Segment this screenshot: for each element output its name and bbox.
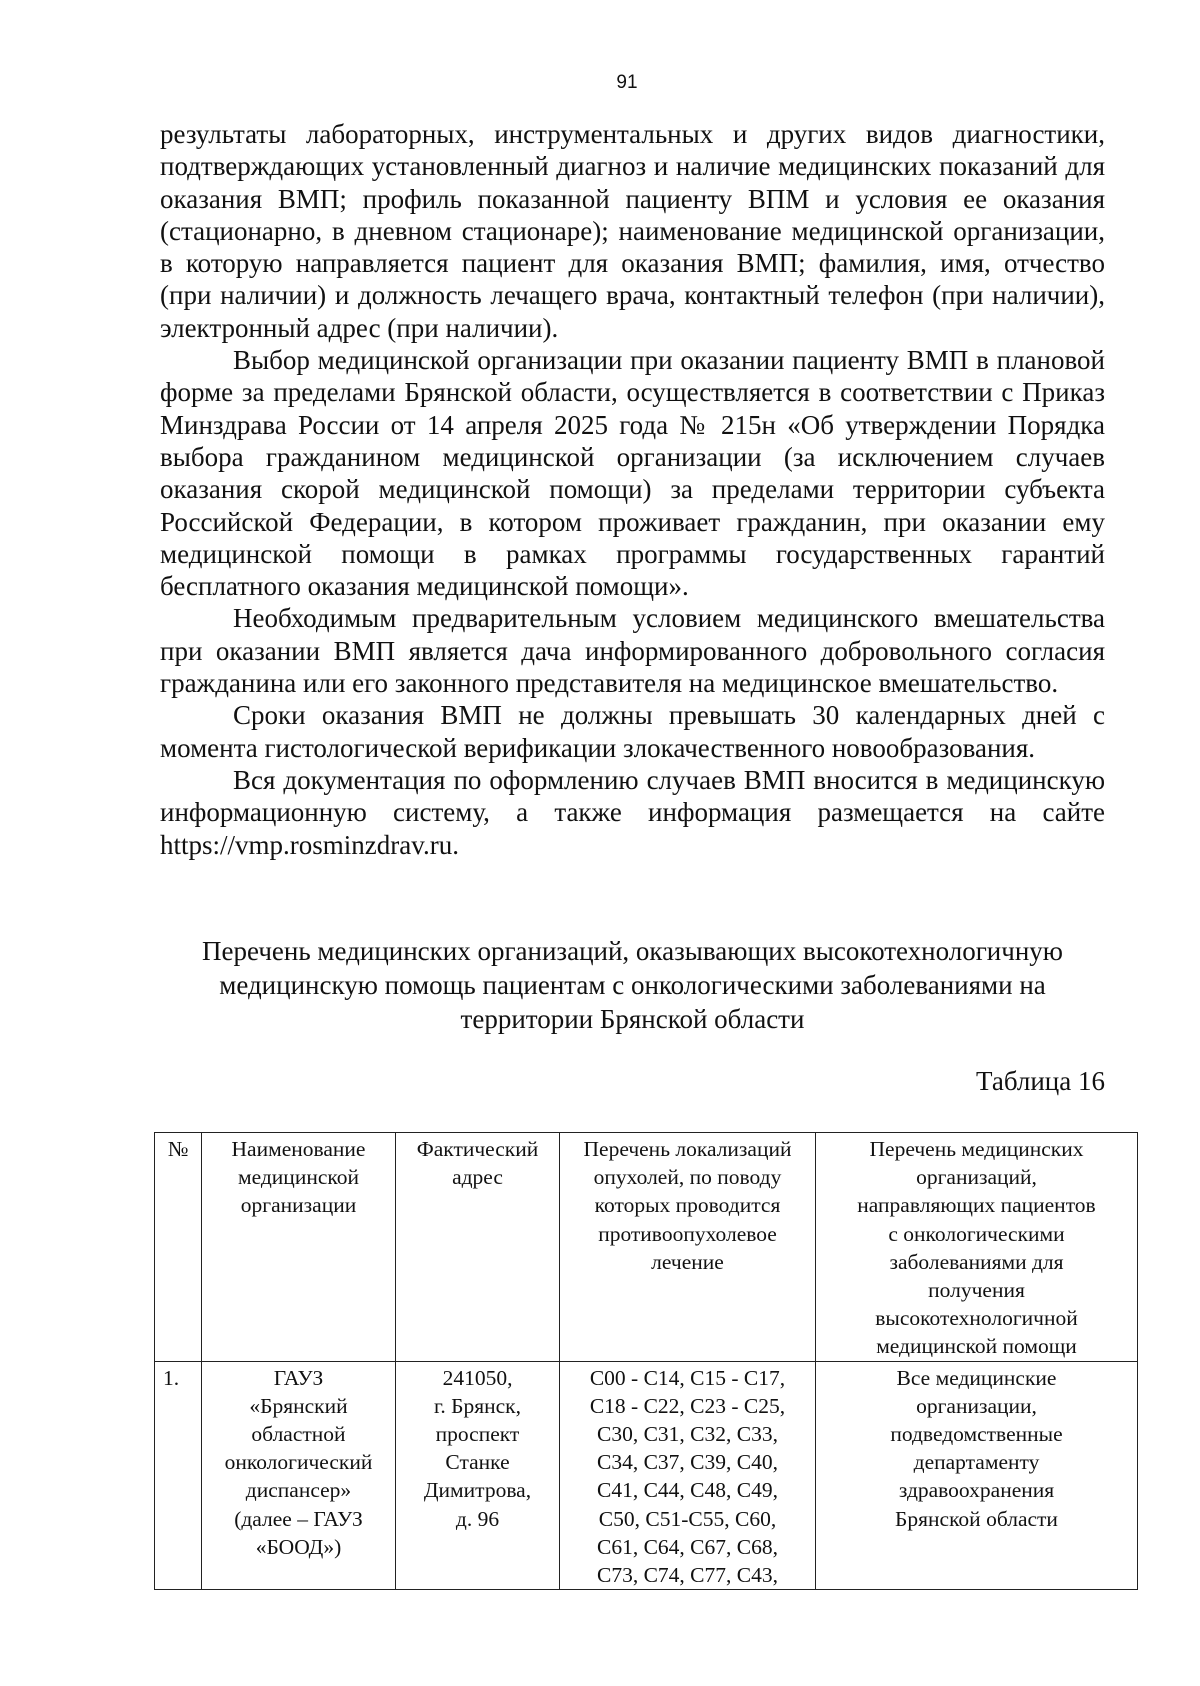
list-heading: Перечень медицинских организаций, оказывающих высокотехнологичную медицинскую помощь пациентам с онкологическими заболеваниями на территории Брянской области [202, 936, 1063, 1034]
table-header-row [155, 1133, 1138, 1362]
organizations-table [154, 1132, 1138, 1590]
header-number: № [155, 1133, 202, 1362]
cell-number: 1. [155, 1361, 202, 1590]
paragraph: Выбор медицинской организации при оказании пациенту ВМП в плановой форме за пределами Брянской области, осуществляется в соответствии с Приказ Минздрава России от 14 апреля 2025 года № 215н «Об утверждении Порядка выбора гражданином медицинской организации (за исключением случаев оказания скорой медицинской помощи) за пределами территории субъекта Российской Федерации, в котором проживает гражданин, при оказании ему медицинской помощи в рамках программы государственных гарантий бесплатного оказания медицинской помощи». [160, 345, 1105, 602]
paragraph: Вся документация по оформлению случаев ВМП вносится в медицинскую информационную систему, а также информация размещается на сайте https://vmp.rosminzdrav.ru. [160, 764, 1105, 860]
cell-organization-name: ГАУЗ «Брянский областной онкологический диспансер» (далее – ГАУЗ «БООД») [202, 1361, 396, 1590]
paragraph: результаты лабораторных, инструментальных и других видов диагностики, подтверждающих установленный диагноз и наличие медицинских показаний для оказания ВМП; профиль показанной пациенту ВПМ и условия ее оказания (стационарно, в дневном стационаре); наименование медицинской организации, в которую направляется пациент для оказания ВМП; фамилия, имя, отчество (при наличии) и должность лечащего врача, контактный телефон (при наличии), электронный адрес (при наличии). [160, 119, 1105, 343]
header-referring-organizations: Перечень медицинских организаций, направляющих пациентов с онкологическими заболеваниями для получения высокотехнологичной медицинской помощи [816, 1133, 1138, 1362]
cell-tumor-localizations: С00 - С14, С15 - С17, С18 - С22, С23 - С25, С30, С31, С32, С33, С34, С37, С39, С40, С41, С44, С48, С49, С50, С51-С55, С60, С61, С64, С67, С68, С73, С74, С77, С43, [560, 1361, 816, 1590]
cell-referring-organizations: Все медицинские организации, подведомственные департаменту здравоохранения Брянской области [816, 1361, 1138, 1590]
header-organization-name: Наименование медицинской организации [202, 1133, 396, 1362]
body-text [160, 118, 1105, 861]
header-tumor-localizations: Перечень локализаций опухолей, по поводу которых проводится противоопухолевое лечение [560, 1133, 816, 1362]
header-address: Фактический адрес [396, 1133, 560, 1362]
cell-address: 241050, г. Брянск, проспект Станке Димитрова, д. 96 [396, 1361, 560, 1590]
paragraph: Сроки оказания ВМП не должны превышать 30 календарных дней с момента гистологической верификации злокачественного новообразования. [160, 700, 1105, 763]
table-row [155, 1361, 1138, 1590]
paragraph: Необходимым предварительным условием медицинского вмешательства при оказании ВМП является дача информированного добровольного согласия гражданина или его законного представителя на медицинское вмешательство. [160, 603, 1105, 699]
table-caption: Таблица 16 [976, 1066, 1105, 1096]
page-number: 91 [616, 72, 638, 93]
